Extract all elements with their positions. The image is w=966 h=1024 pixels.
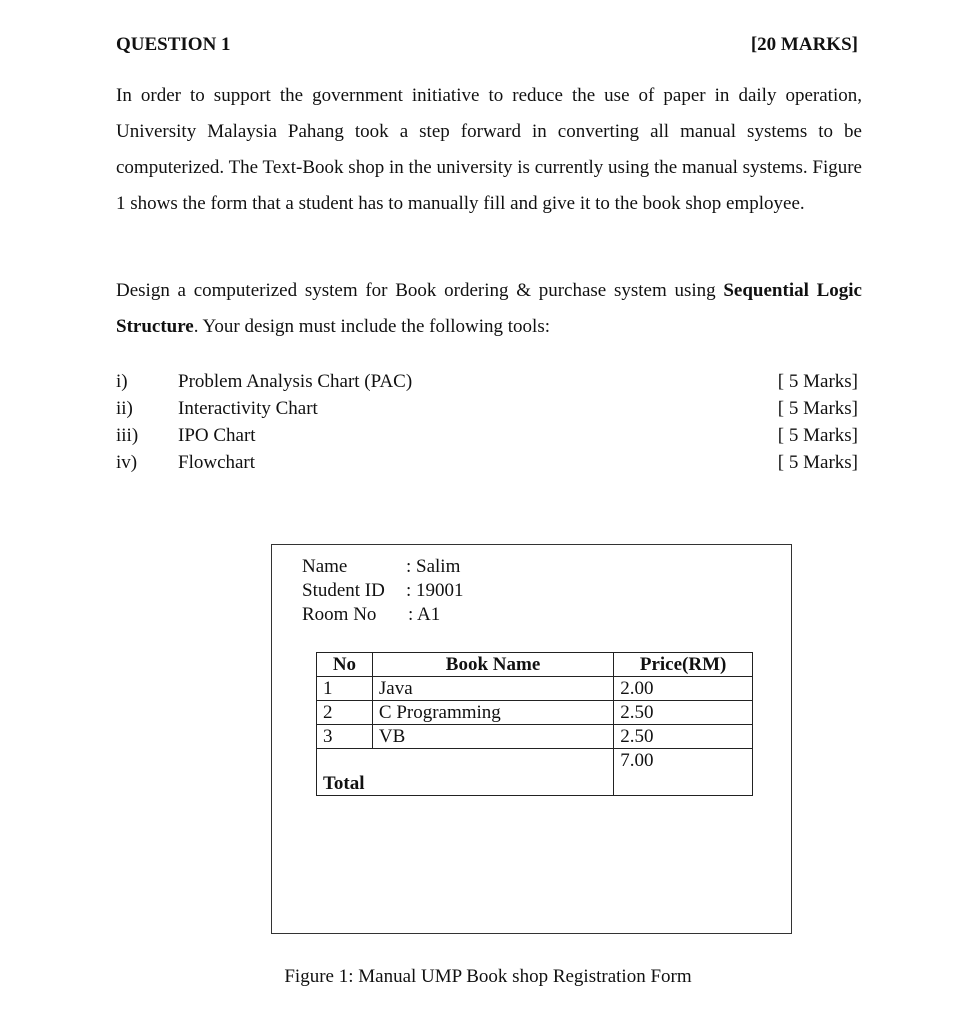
header-no: No	[317, 653, 373, 677]
tool-marks: [ 5 Marks]	[777, 452, 858, 473]
tool-name: IPO Chart	[178, 425, 256, 446]
room-label: Room No	[302, 604, 377, 625]
total-row	[317, 749, 753, 796]
cell-book-name: Java	[372, 677, 613, 701]
student-info	[302, 555, 522, 627]
name-label: Name	[302, 556, 348, 577]
cell-no: 2	[317, 701, 373, 725]
cell-price: 2.50	[614, 725, 753, 749]
tool-number: ii)	[116, 398, 133, 419]
cell-book-name: VB	[372, 725, 613, 749]
tool-number: i)	[116, 371, 128, 392]
tool-item	[116, 395, 858, 422]
header-price: Price(RM)	[614, 653, 753, 677]
name-value: : Salim	[406, 556, 461, 577]
tool-item	[116, 368, 858, 395]
task-text-2: . Your design must include the following tools:	[193, 316, 550, 337]
room-value: : A1	[408, 604, 441, 625]
tool-marks: [ 5 Marks]	[777, 371, 858, 392]
task-bold-text: Sequential Logic Structure	[116, 280, 862, 337]
question-title: QUESTION 1	[116, 34, 231, 55]
book-table	[316, 652, 753, 796]
tool-marks: [ 5 Marks]	[777, 398, 858, 419]
cell-price: 2.00	[614, 677, 753, 701]
tool-number: iv)	[116, 452, 138, 473]
question-heading	[116, 34, 858, 62]
cell-no: 3	[317, 725, 373, 749]
table-header-row	[317, 653, 753, 677]
table-row	[317, 725, 753, 749]
tool-marks: [ 5 Marks]	[777, 425, 858, 446]
student-id-value: : 19001	[406, 580, 464, 601]
task-text-1: Design a computerized system for Book ordering & purchase system using	[116, 280, 724, 301]
student-id-label: Student ID	[302, 580, 385, 601]
tool-item	[116, 449, 858, 476]
tool-name: Interactivity Chart	[178, 398, 318, 419]
total-label: Total	[317, 749, 614, 796]
table-row	[317, 701, 753, 725]
cell-no: 1	[317, 677, 373, 701]
name-row	[302, 555, 522, 579]
tool-name: Problem Analysis Chart (PAC)	[178, 371, 413, 392]
total-value: 7.00	[614, 749, 753, 796]
student-id-row	[302, 579, 522, 603]
tool-item	[116, 422, 858, 449]
tool-number: iii)	[116, 425, 139, 446]
tool-name: Flowchart	[178, 452, 256, 473]
question-marks: [20 MARKS]	[750, 34, 858, 55]
cell-book-name: C Programming	[372, 701, 613, 725]
intro-paragraph: In order to support the government initiative to reduce the use of paper in daily operation, University Malaysia Pahang took a step forward in converting all manual systems to be computerized. The Text-Book shop in the university is currently using the manual systems. Figure 1 shows the form that a student has to manually fill and give it to the book shop employee.	[116, 85, 862, 214]
tools-list	[116, 368, 858, 476]
task-paragraph	[116, 273, 862, 345]
cell-price: 2.50	[614, 701, 753, 725]
figure-caption: Figure 1: Manual UMP Book shop Registration Form	[284, 966, 692, 987]
header-book-name: Book Name	[372, 653, 613, 677]
registration-form-figure	[271, 544, 792, 934]
table-row	[317, 677, 753, 701]
room-row	[302, 603, 522, 627]
